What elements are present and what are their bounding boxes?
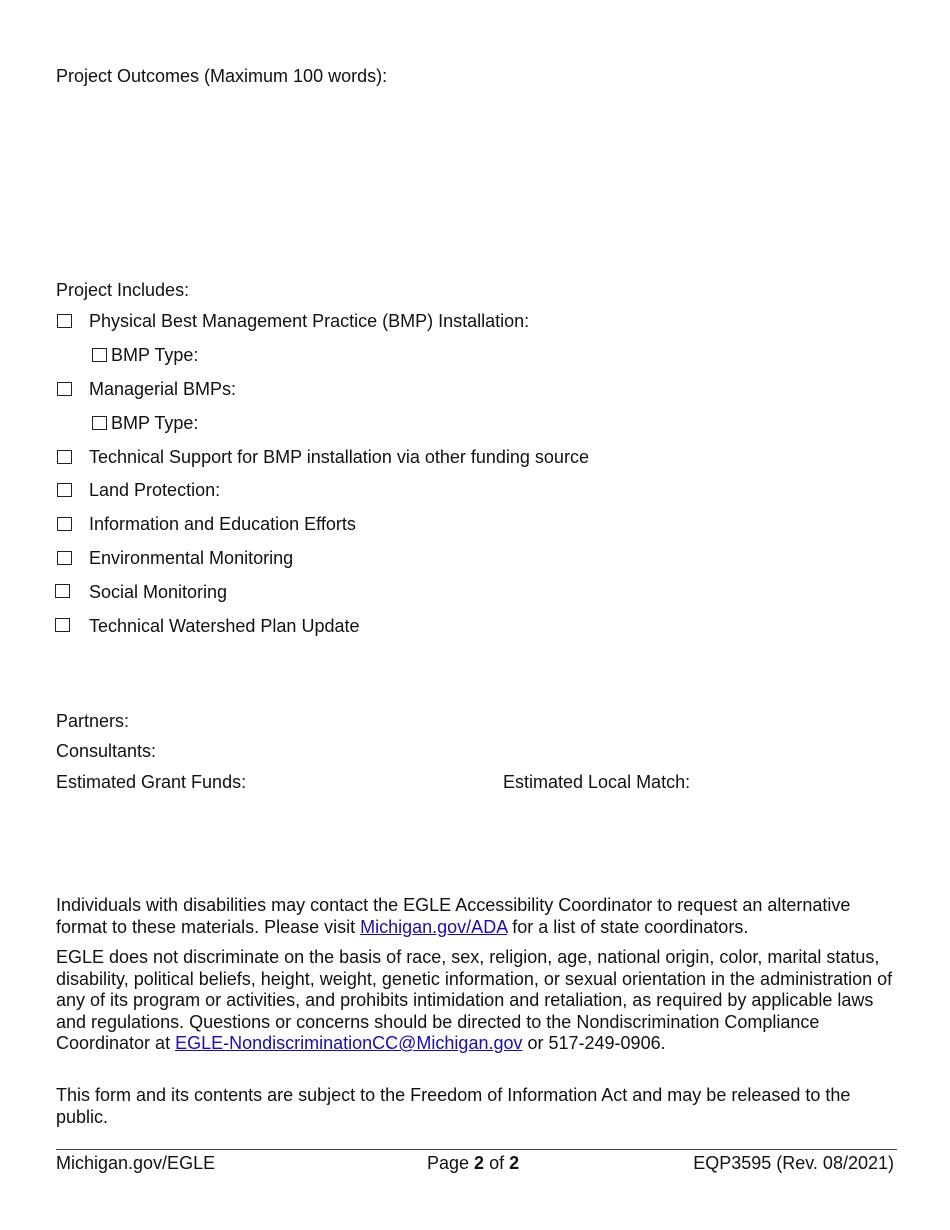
managerial-bmp-type-label: BMP Type: xyxy=(111,413,199,433)
checkbox-physical-bmp[interactable] xyxy=(57,314,72,328)
nondiscrimination-notice xyxy=(56,947,906,1055)
checkbox-land-protection[interactable] xyxy=(57,483,72,497)
checkbox-environmental-monitoring[interactable] xyxy=(57,551,72,565)
project-includes-label: Project Includes: xyxy=(56,280,190,300)
checkbox-managerial-bmp-type[interactable] xyxy=(92,416,107,430)
nondiscrimination-email-link[interactable]: EGLE-NondiscriminationCC@Michigan.gov xyxy=(175,1033,523,1053)
page-total: 2 xyxy=(509,1153,520,1173)
accessibility-notice xyxy=(56,895,906,938)
accessibility-text-end: for a list of state coordinators. xyxy=(507,916,749,937)
footer-page-number xyxy=(427,1152,519,1174)
land-protection-label: Land Protection: xyxy=(89,480,221,500)
checkbox-physical-bmp-type[interactable] xyxy=(92,348,107,362)
page-current: 2 xyxy=(474,1153,485,1173)
social-monitoring-label: Social Monitoring xyxy=(89,582,228,602)
footer-divider xyxy=(56,1149,897,1150)
project-outcomes-label: Project Outcomes (Maximum 100 words): xyxy=(56,66,388,86)
page-word: Page xyxy=(427,1153,475,1173)
page-of: of xyxy=(484,1153,510,1173)
watershed-plan-update-label: Technical Watershed Plan Update xyxy=(89,616,360,636)
checkbox-information-education[interactable] xyxy=(57,517,72,531)
footer-website: Michigan.gov/EGLE xyxy=(56,1153,216,1173)
checkbox-technical-support[interactable] xyxy=(57,450,72,464)
estimated-grant-funds-label: Estimated Grant Funds: xyxy=(56,772,247,792)
ada-link[interactable]: Michigan.gov/ADA xyxy=(360,916,508,937)
partners-label: Partners: xyxy=(56,711,130,731)
physical-bmp-label: Physical Best Management Practice (BMP) Installation: xyxy=(89,311,530,331)
estimated-local-match-label: Estimated Local Match: xyxy=(503,772,691,792)
consultants-label: Consultants: xyxy=(56,741,157,761)
project-outcomes-field[interactable] xyxy=(56,95,897,275)
checkbox-social-monitoring[interactable] xyxy=(55,584,70,598)
managerial-bmps-label: Managerial BMPs: xyxy=(89,379,237,399)
nondiscrimination-text: EGLE does not discriminate on the basis of race, sex, religion, age, national origin, color, marital status, disability, political beliefs, height, weight, genetic information, or sexual orientation in the administration of any of its program or activities, and prohibits intimidation and retaliation, as required by applicable laws and regulations. Questions or concerns should be directed to the Nondiscrimination Compliance Coordinator at xyxy=(56,947,893,1053)
information-education-label: Information and Education Efforts xyxy=(89,514,356,534)
environmental-monitoring-label: Environmental Monitoring xyxy=(89,548,294,568)
technical-support-label: Technical Support for BMP installation via other funding source xyxy=(89,447,589,467)
footer-form-number: EQP3595 (Rev. 08/2021) xyxy=(693,1153,894,1173)
checkbox-watershed-plan-update[interactable] xyxy=(55,618,70,632)
foia-notice: This form and its contents are subject to the Freedom of Information Act and may be released to the public. xyxy=(56,1085,851,1127)
nondiscrimination-text-end: or 517-249-0906. xyxy=(522,1033,666,1053)
accessibility-text: Individuals with disabilities may contact the EGLE Accessibility Coordinator to request an alternative format to these materials. Please visit xyxy=(56,895,851,937)
checkbox-managerial-bmps[interactable] xyxy=(57,382,72,396)
physical-bmp-type-label: BMP Type: xyxy=(111,345,199,365)
